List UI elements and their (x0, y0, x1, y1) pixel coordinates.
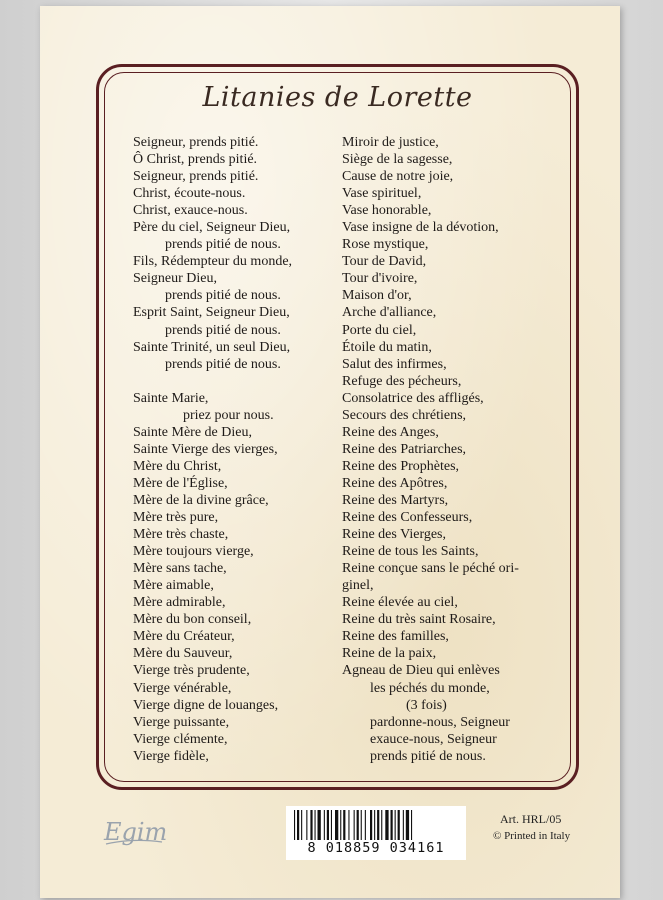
litany-line: Secours des chrétiens, (342, 407, 467, 423)
barcode-bar (315, 810, 316, 840)
litany-line: prends pitié de nous. (165, 322, 281, 338)
litany-line: priez pour nous. (183, 407, 274, 423)
litany-line: Vierge digne de louanges, (133, 697, 279, 713)
litany-line: Reine conçue sans le péché ori- (342, 561, 519, 577)
litany-line: prends pitié de nous. (370, 748, 486, 764)
litany-line: Porte du ciel, (342, 322, 417, 338)
barcode-bar (365, 810, 366, 840)
barcode-bar (318, 810, 321, 840)
litany-line: Mère du Sauveur, (133, 646, 233, 662)
barcode-bar (406, 810, 409, 840)
litany-line: ginel, (342, 578, 374, 594)
litany-line: exauce-nous, Seigneur (370, 731, 497, 747)
barcode-bar (370, 810, 372, 840)
barcode-bar (381, 810, 382, 840)
litany-line: Christ, exauce-nous. (133, 203, 248, 219)
litany-line: prends pitié de nous. (165, 237, 281, 253)
litany-line: Arche d'alliance, (342, 305, 437, 321)
litany-line: Siège de la sagesse, (342, 152, 453, 168)
barcode-bar (411, 810, 412, 840)
litany-line: Seigneur Dieu, (133, 271, 217, 287)
barcode-bar (348, 810, 349, 840)
barcode-bar (391, 810, 393, 840)
litany-line: Père du ciel, Seigneur Dieu, (133, 220, 291, 236)
barcode-bar (377, 810, 379, 840)
litany-line: Rose mystique, (342, 237, 429, 253)
left-column (133, 134, 338, 765)
litany-line: Sainte Vierge des vierges, (133, 441, 278, 457)
litany-line: Vierge puissante, (133, 714, 230, 730)
litany-line: Sainte Marie, (133, 390, 209, 406)
litany-line: Seigneur, prends pitié. (133, 135, 259, 150)
litany-line: Vase honorable, (342, 203, 432, 219)
litany-line: Mère admirable, (133, 595, 226, 611)
litany-line: Maison d'or, (342, 288, 412, 304)
litany-line: Sainte Mère de Dieu, (133, 424, 252, 440)
barcode-bar (361, 810, 362, 840)
barcode-bars (292, 810, 460, 842)
litany-line: Cause de notre joie, (342, 169, 454, 185)
barcode-bar (331, 810, 332, 840)
litany-line: Mère du Créateur, (133, 629, 235, 645)
barcode-bar (335, 810, 338, 840)
barcode-bar (297, 810, 299, 840)
barcode-bar (301, 810, 302, 840)
litany-line: prends pitié de nous. (165, 356, 281, 372)
litany-line: Mère du bon conseil, (133, 612, 252, 628)
egim-logo (102, 812, 172, 852)
litany-line: Mère de l'Église, (133, 475, 228, 491)
litany-line: Reine des Apôtres, (342, 475, 448, 491)
litany-line: (3 fois) (406, 697, 447, 713)
litany-line: Salut des infirmes, (342, 356, 447, 372)
litany-line: Reine de la paix, (342, 646, 437, 662)
litany-line: Tour d'ivoire, (342, 271, 418, 287)
litany-line: Mère de la divine grâce, (133, 492, 269, 508)
litany-line: Étoile du matin, (342, 339, 432, 355)
litany-line: Vierge clémente, (133, 731, 228, 747)
litany-line: Ô Christ, prends pitié. (133, 152, 258, 168)
litany-line: Christ, écoute-nous. (133, 186, 246, 202)
litany-line: Reine des Patriarches, (342, 441, 467, 457)
litany-line: Reine des Martyrs, (342, 492, 449, 508)
litany-line: Reine du très saint Rosaire, (342, 612, 496, 628)
logo-text: Egim (104, 818, 168, 846)
right-column (342, 134, 568, 765)
litany-line: Vierge très prudente, (133, 663, 250, 679)
litany-line: Seigneur, prends pitié. (133, 169, 259, 185)
barcode-bar (324, 810, 325, 840)
litany-line: Vierge vénérable, (133, 680, 232, 696)
litany-line: Fils, Rédempteur du monde, (133, 254, 293, 270)
barcode-bar (340, 810, 341, 840)
litany-line: Mère toujours vierge, (133, 544, 254, 560)
litany-line: Mère très pure, (133, 510, 219, 526)
litany-line: Vierge fidèle, (133, 748, 209, 764)
litany-line: Consolatrice des affligés, (342, 390, 484, 406)
printed-in-italy: © Printed in Italy (493, 830, 571, 842)
litany-line: Miroir de justice, (342, 135, 439, 150)
litany-line: Mère sans tache, (133, 561, 227, 577)
barcode-bar (310, 810, 312, 840)
litany-line: Tour de David, (342, 254, 427, 270)
barcode-bar (395, 810, 396, 840)
litany-line: les péchés du monde, (370, 680, 490, 696)
litany-line: prends pitié de nous. (165, 288, 281, 304)
card-title: Litanies de Lorette (202, 82, 473, 113)
barcode-bar (306, 810, 307, 840)
litany-line: Mère aimable, (133, 578, 214, 594)
barcode-bar (385, 810, 388, 840)
litany-line: Mère très chaste, (133, 527, 229, 543)
litany-line: Agneau de Dieu qui enlèves (342, 663, 500, 679)
litany-line: pardonne-nous, Seigneur (370, 714, 510, 730)
barcode-bar (343, 810, 345, 840)
litany-line: Reine de tous les Saints, (342, 544, 479, 560)
litany-line: Reine des Anges, (342, 424, 439, 440)
litany-line: Reine des familles, (342, 629, 449, 645)
litany-line: Esprit Saint, Seigneur Dieu, (133, 305, 290, 321)
litany-line (133, 373, 338, 390)
barcode-bar (327, 810, 329, 840)
litany-line: Reine élevée au ciel, (342, 595, 458, 611)
barcode-bar (357, 810, 359, 840)
barcode-bar (354, 810, 355, 840)
litany-line: Mère du Christ, (133, 458, 222, 474)
litany-line: Vase insigne de la dévotion, (342, 220, 499, 236)
barcode-bar (398, 810, 400, 840)
barcode-bar (294, 810, 295, 840)
litany-line: Reine des Confesseurs, (342, 510, 473, 526)
litany-line: Reine des Prophètes, (342, 458, 460, 474)
barcode (286, 806, 466, 860)
litany-line: Sainte Trinité, un seul Dieu, (133, 339, 291, 355)
barcode-bar (374, 810, 375, 840)
article-number: Art. HRL/05 (500, 812, 562, 826)
barcode-bar (403, 810, 404, 840)
barcode-number: 8 018859 034161 (307, 840, 445, 856)
litany-line: Vase spirituel, (342, 186, 422, 202)
litany-line: Reine des Vierges, (342, 527, 447, 543)
litany-line: Refuge des pécheurs, (342, 373, 462, 389)
